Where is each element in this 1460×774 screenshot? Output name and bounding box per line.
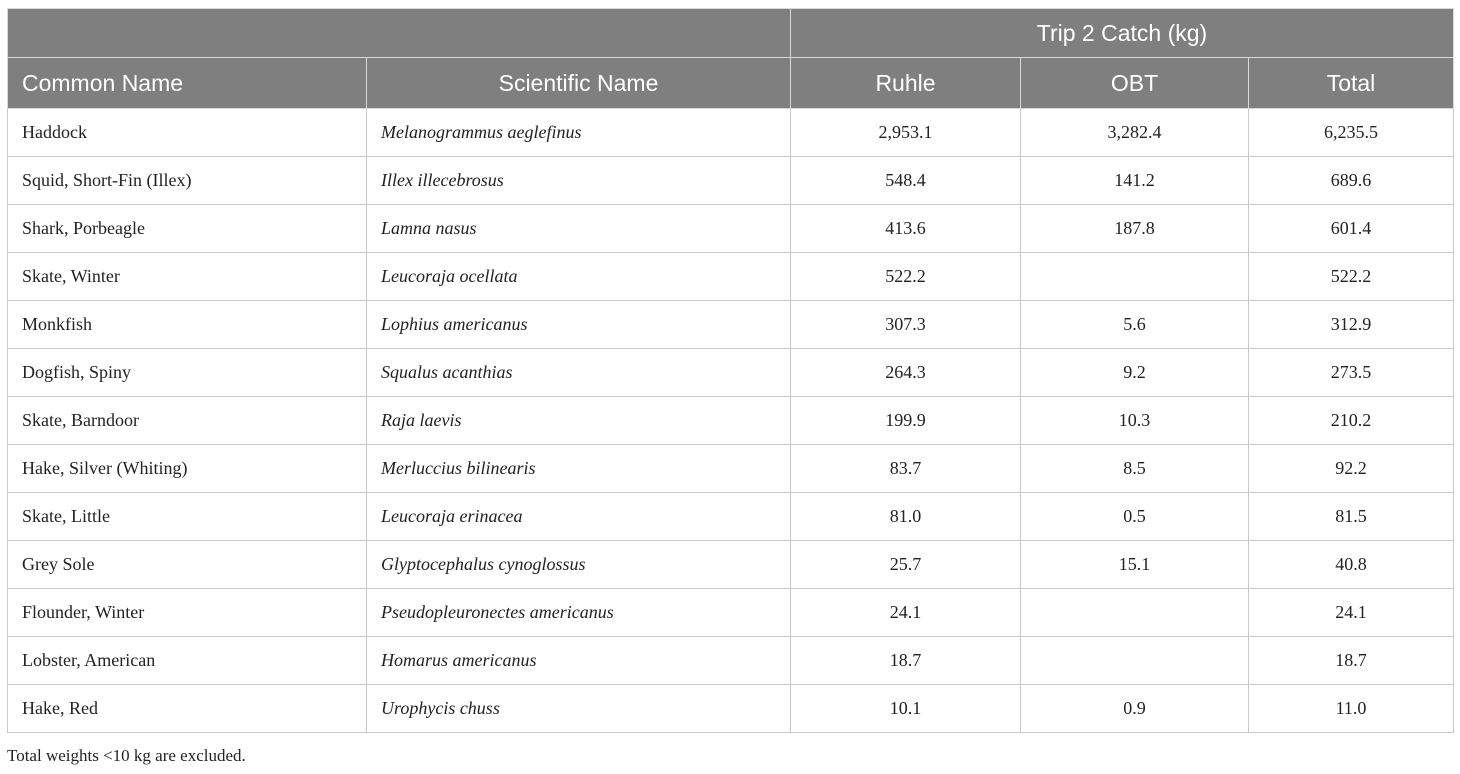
table-body (8, 109, 1454, 733)
table-row (8, 157, 1454, 205)
cell-obt: 8.5 (1021, 445, 1249, 493)
cell-common-name: Shark, Porbeagle (8, 205, 367, 253)
cell-obt: 9.2 (1021, 349, 1249, 397)
cell-ruhle: 307.3 (791, 301, 1021, 349)
cell-common-name: Flounder, Winter (8, 589, 367, 637)
cell-total: 81.5 (1249, 493, 1454, 541)
table-row (8, 637, 1454, 685)
cell-obt: 3,282.4 (1021, 109, 1249, 157)
table-footnote: Total weights <10 kg are excluded. (7, 746, 246, 765)
cell-total: 210.2 (1249, 397, 1454, 445)
cell-obt (1021, 589, 1249, 637)
column-header-common-name: Common Name (8, 58, 367, 109)
cell-ruhle: 522.2 (791, 253, 1021, 301)
cell-common-name: Hake, Silver (Whiting) (8, 445, 367, 493)
cell-scientific-name: Illex illecebrosus (367, 157, 791, 205)
cell-common-name: Monkfish (8, 301, 367, 349)
cell-ruhle: 2,953.1 (791, 109, 1021, 157)
cell-obt (1021, 253, 1249, 301)
table-row (8, 349, 1454, 397)
table-row (8, 109, 1454, 157)
cell-total: 6,235.5 (1249, 109, 1454, 157)
table-header (8, 9, 1454, 109)
cell-common-name: Squid, Short-Fin (Illex) (8, 157, 367, 205)
cell-ruhle: 83.7 (791, 445, 1021, 493)
cell-total: 92.2 (1249, 445, 1454, 493)
cell-scientific-name: Glyptocephalus cynoglossus (367, 541, 791, 589)
table-row (8, 301, 1454, 349)
column-header-total: Total (1249, 58, 1454, 109)
table-row (8, 589, 1454, 637)
cell-ruhle: 24.1 (791, 589, 1021, 637)
group-header-trip2: Trip 2 Catch (kg) (791, 9, 1454, 58)
cell-common-name: Grey Sole (8, 541, 367, 589)
table-row (8, 205, 1454, 253)
table-row (8, 685, 1454, 733)
cell-ruhle: 25.7 (791, 541, 1021, 589)
cell-common-name: Haddock (8, 109, 367, 157)
cell-scientific-name: Leucoraja erinacea (367, 493, 791, 541)
cell-obt: 10.3 (1021, 397, 1249, 445)
cell-total: 18.7 (1249, 637, 1454, 685)
cell-total: 522.2 (1249, 253, 1454, 301)
cell-obt: 0.5 (1021, 493, 1249, 541)
table-row (8, 253, 1454, 301)
table-row (8, 445, 1454, 493)
cell-ruhle: 548.4 (791, 157, 1021, 205)
cell-scientific-name: Melanogrammus aeglefinus (367, 109, 791, 157)
catch-table (7, 8, 1454, 733)
table-row (8, 541, 1454, 589)
cell-common-name: Skate, Winter (8, 253, 367, 301)
group-header-row (8, 9, 1454, 58)
cell-ruhle: 264.3 (791, 349, 1021, 397)
cell-obt: 187.8 (1021, 205, 1249, 253)
catch-table-container (7, 8, 1453, 733)
cell-common-name: Skate, Barndoor (8, 397, 367, 445)
cell-ruhle: 413.6 (791, 205, 1021, 253)
cell-total: 312.9 (1249, 301, 1454, 349)
cell-obt (1021, 637, 1249, 685)
cell-total: 273.5 (1249, 349, 1454, 397)
cell-obt: 0.9 (1021, 685, 1249, 733)
column-header-ruhle: Ruhle (791, 58, 1021, 109)
cell-scientific-name: Urophycis chuss (367, 685, 791, 733)
cell-total: 40.8 (1249, 541, 1454, 589)
cell-scientific-name: Pseudopleuronectes americanus (367, 589, 791, 637)
cell-total: 11.0 (1249, 685, 1454, 733)
cell-common-name: Lobster, American (8, 637, 367, 685)
cell-obt: 15.1 (1021, 541, 1249, 589)
cell-total: 24.1 (1249, 589, 1454, 637)
cell-common-name: Hake, Red (8, 685, 367, 733)
cell-obt: 5.6 (1021, 301, 1249, 349)
column-header-obt: OBT (1021, 58, 1249, 109)
cell-scientific-name: Merluccius bilinearis (367, 445, 791, 493)
cell-common-name: Dogfish, Spiny (8, 349, 367, 397)
cell-scientific-name: Lamna nasus (367, 205, 791, 253)
cell-ruhle: 10.1 (791, 685, 1021, 733)
cell-scientific-name: Raja laevis (367, 397, 791, 445)
cell-ruhle: 18.7 (791, 637, 1021, 685)
cell-total: 601.4 (1249, 205, 1454, 253)
column-header-scientific-name: Scientific Name (367, 58, 791, 109)
cell-obt: 141.2 (1021, 157, 1249, 205)
cell-scientific-name: Leucoraja ocellata (367, 253, 791, 301)
table-row (8, 397, 1454, 445)
group-header-blank (8, 9, 791, 58)
cell-ruhle: 199.9 (791, 397, 1021, 445)
cell-ruhle: 81.0 (791, 493, 1021, 541)
cell-scientific-name: Squalus acanthias (367, 349, 791, 397)
cell-common-name: Skate, Little (8, 493, 367, 541)
column-header-row (8, 58, 1454, 109)
cell-total: 689.6 (1249, 157, 1454, 205)
cell-scientific-name: Lophius americanus (367, 301, 791, 349)
table-row (8, 493, 1454, 541)
cell-scientific-name: Homarus americanus (367, 637, 791, 685)
